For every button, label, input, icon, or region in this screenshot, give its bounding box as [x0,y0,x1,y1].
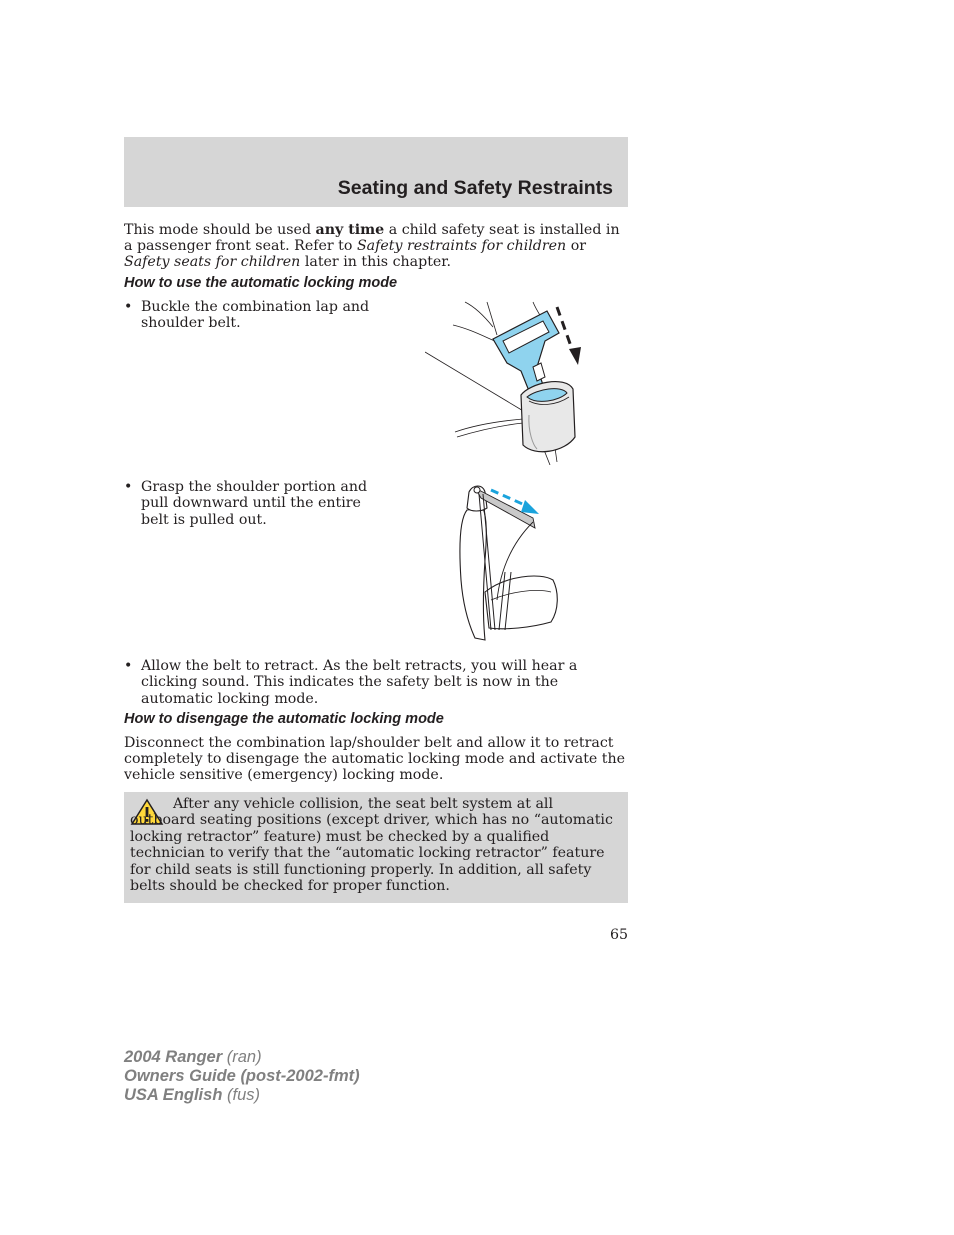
subheading-use-locking-mode: How to use the automatic locking mode [124,275,398,291]
bullet-dot: • [124,658,133,674]
intro-text: This mode should be used [124,222,316,238]
buckle-tongue [493,311,559,391]
bullet-dot: • [124,479,133,495]
footer-language: USA English [124,1086,223,1104]
footer-guide: Owners Guide (post-2002-fmt) [124,1067,360,1085]
header-band [124,137,628,207]
disengage-paragraph: Disconnect the combination lap/shoulder belt and allow it to retract completely to disengage the automatic locking mode and activate the vehicle sensitive (emergency) locking mode. [124,735,626,783]
cross-reference: Safety seats for children [124,254,301,270]
page-number: 65 [609,927,628,943]
footer-model: 2004 Ranger [124,1048,223,1066]
intro-paragraph [124,222,628,270]
footer-line [124,1086,360,1105]
intro-emphasis: any time [315,222,385,238]
pull-direction-arrow-icon [521,500,539,514]
bullet-text: Grasp the shoulder portion and pull downward until the entire belt is pulled out. [141,479,368,528]
warning-box [124,792,628,903]
footer-code: (fus) [222,1086,260,1104]
footer-code: (ran) [222,1048,262,1066]
seat-belt-buckle-illustration [425,297,590,465]
section-title: Seating and Safety Restraints [337,177,613,199]
cross-reference: Safety restraints for children [356,238,567,254]
intro-text: a child safety seat is installed in a passenger front seat. Refer to [124,222,620,254]
seat-cushion [485,576,557,629]
bullet-text: Buckle the combination lap and shoulder belt. [141,299,370,332]
subheading-disengage-locking-mode: How to disengage the automatic locking mode [124,711,444,727]
footer-line [124,1067,360,1086]
down-arrow-icon [569,347,581,365]
intro-text: later in this chapter. [300,254,452,270]
document-footer [124,1048,360,1105]
intro-text: or [566,238,587,254]
warning-text: After any vehicle collision, the seat belt system at all outboard seating positions (except driver, which has no “automatic locking retractor” feature) must be checked by a qualified technician to verify that the “automatic locking retractor” feature for child seats is still functioning properly. In addition, all safety belts should be checked for proper function. [130,796,613,895]
bullet-dot: • [124,299,133,315]
footer-line [124,1048,360,1067]
seat-shoulder-belt-illustration [455,480,565,642]
bullet-text: Allow the belt to retract. As the belt retracts, you will hear a clicking sound. This indicates the safety belt is now in the automatic locking mode. [141,658,578,707]
